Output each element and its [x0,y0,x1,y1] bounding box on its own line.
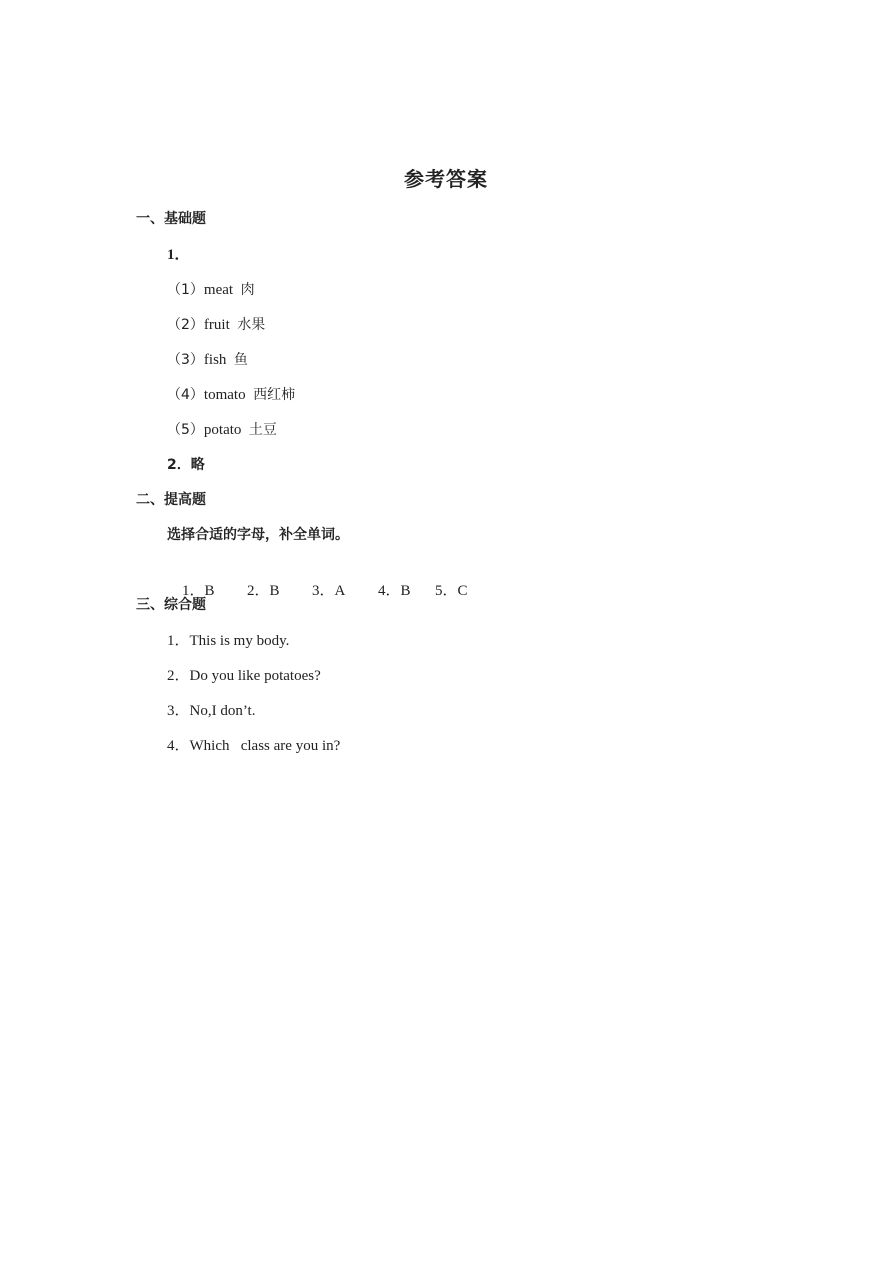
section-heading-comprehensive: 三、综合题 [136,597,206,613]
question-2-label: 2．略 [167,457,205,473]
item-chinese: 肉 [240,282,255,298]
item-english: fruit [203,317,230,333]
vocab-item-3 [167,350,248,370]
item-chinese: 西红柿 [253,387,296,403]
vocab-item-4 [167,385,295,405]
item-number: （4） [167,387,204,403]
item-chinese: 鱼 [233,352,248,368]
item-number: （1） [167,282,204,298]
section-instruction: 选择合适的字母，补全单词。 [167,527,349,543]
vocab-item-5 [167,420,277,440]
item-english: potato [203,422,242,438]
section-heading-basic: 一、基础题 [136,211,206,227]
item-english: tomato [203,387,246,403]
sentence-item-3: 3．No,I don’t. [167,703,256,719]
item-english: fish [203,352,227,368]
question-1-label: 1． [167,247,190,263]
item-number: （3） [167,352,204,368]
item-number: （2） [167,317,204,333]
sentence-item-4: 4．Which class are you in? [167,738,341,754]
vocab-item-1 [167,280,255,300]
page-title: 参考答案 [404,167,488,191]
answer-4: 4．B [378,583,411,599]
sentence-item-1: 1．This is my body. [167,633,290,649]
answer-row [167,561,468,621]
item-english: meat [203,282,234,298]
section-heading-advanced: 二、提高题 [136,492,206,508]
sentence-item-2: 2．Do you like potatoes? [167,668,321,684]
answer-5: 5．C [435,583,468,599]
answer-1: 1．B [182,583,215,599]
item-chinese: 水果 [237,317,266,333]
item-chinese: 土豆 [248,422,277,438]
answer-3: 3．A [312,583,346,599]
item-number: （5） [167,422,204,438]
answer-2: 2．B [247,583,280,599]
vocab-item-2 [167,315,265,335]
